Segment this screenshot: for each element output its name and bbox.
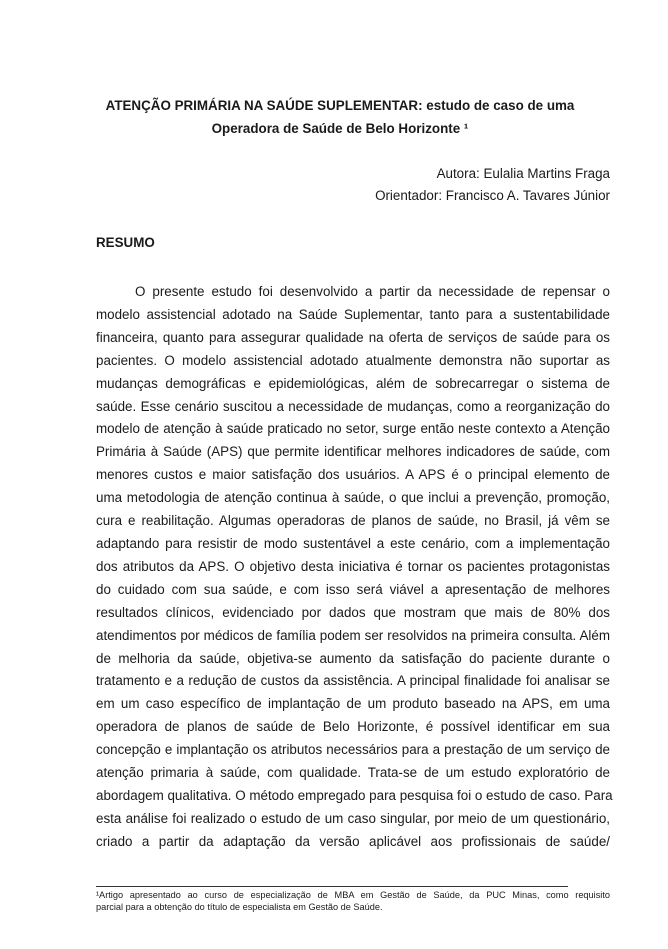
abstract-line: concepção e implantação os atributos necessários para a prestação de um serviço de [96,742,610,758]
abstract-text [96,281,613,854]
author-block [375,163,610,207]
abstract-line: em um caso específico de implantação de um produto baseado na APS, em uma [96,696,610,712]
abstract-line: saúde. Esse cenário suscitou a necessidade de mudanças, como a reorganização do [96,398,610,414]
abstract-line: modelo de atenção à saúde praticado no setor, surge então neste contexto a Atenção [96,421,610,437]
abstract-line: pacientes. O modelo assistencial adotado atualmente demonstra não suportar as [96,352,610,368]
author-name: Autora: Eulalia Martins Fraga [436,166,610,181]
abstract-line: cura e reabilitação. Algumas operadoras de planos de saúde, no Brasil, já vêm se [96,513,610,529]
footnote-divider [96,886,568,887]
paper-title [60,94,620,140]
abstract-line: do cuidado com sua saúde, e com isso será viável a apresentação de melhores [96,581,610,597]
abstract-line: dos atributos da APS. O objetivo desta iniciativa é tornar os pacientes protagonistas [96,558,610,574]
abstract-line: atendimentos por médicos de família podem ser resolvidos na primeira consulta. Além [96,627,610,643]
abstract-line: financeira, quanto para assegurar qualidade na oferta de serviços de saúde para os [96,329,610,345]
paper-title-line-2: Operadora de Saúde de Belo Horizonte ¹ [211,121,469,136]
abstract-line: O presente estudo foi desenvolvido a partir da necessidade de repensar o [135,284,610,299]
abstract-line: criado a partir da adaptação da versão aplicável aos profissionais de saúde/ [96,833,610,849]
footnote-line: parcial para a obtenção do título de especialista em Gestão de Saúde. [96,902,383,912]
abstract-line: modelo assistencial adotado na Saúde Suplementar, tanto para a sustentabilidade [96,306,610,322]
abstract-line: resultados clínicos, evidenciado por dados que mostram que mais de 80% dos [96,604,610,620]
abstract-line: tratamento e a redução de custos da assistência. A principal finalidade foi analisar se [96,673,610,689]
abstract-line: abordagem qualitativa. O método empregado para pesquisa foi o estudo de caso. Para [96,787,613,803]
abstract-line: de melhoria da saúde, objetiva-se aumento da satisfação do paciente durante o [96,650,610,666]
section-heading: RESUMO [96,235,155,250]
abstract-line: Primária à Saúde (APS) que permite identificar melhores indicadores de saúde, com [96,444,610,460]
advisor-name: Orientador: Francisco A. Tavares Júnior [375,188,610,203]
paper-title-line-1: ATENÇÃO PRIMÁRIA NA SAÚDE SUPLEMENTAR: estudo de caso de uma [105,98,575,113]
footnote-line: ¹Artigo apresentado ao curso de especialização de MBA em Gestão de Saúde, da PUC Minas, como requisito [96,890,610,900]
abstract-line: atenção primaria à saúde, com qualidade. Trata-se de um estudo exploratório de [96,765,610,781]
abstract-line: adaptando para resistir de modo sustentável a este cenário, com a implementação [96,535,610,551]
abstract-line: mudanças demográficas e epidemiológicas, além de sobrecarregar o sistema de [96,375,610,391]
abstract-line: menores custos e maior satisfação dos usuários. A APS é o principal elemento de [96,467,610,483]
abstract-line: uma metodologia de atenção continua à saúde, o que inclui a prevenção, promoção, [96,490,610,506]
abstract-line: esta análise foi realizado o estudo de um caso singular, por meio de um questionário, [96,810,610,826]
abstract-line: operadora de planos de saúde de Belo Horizonte, é possível identificar em sua [96,719,610,735]
footnote [96,889,610,913]
